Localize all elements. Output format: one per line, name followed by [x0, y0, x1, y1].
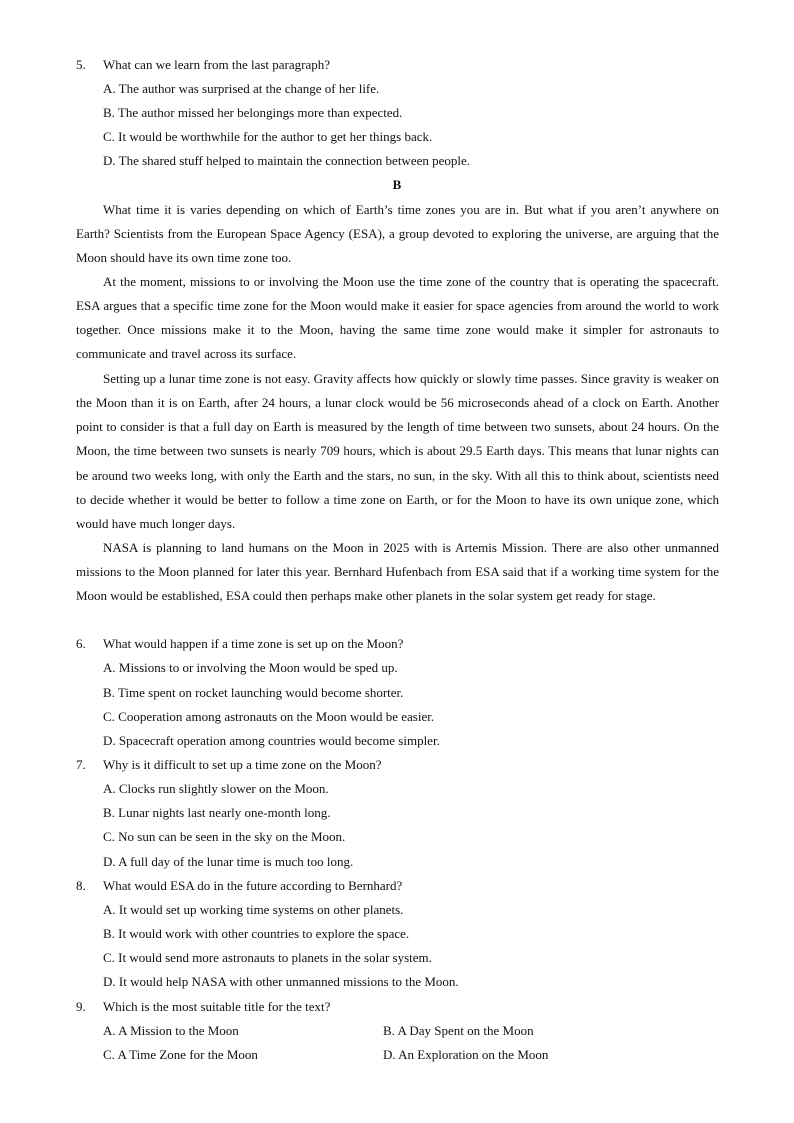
passage-paragraph-1: What time it is varies depending on which of Earth’s time zones you are in. But what if you aren’t anywhere on Earth? Scientists from the European Space Agency (ESA), a group devoted to exploring the universe, are arguing that the Moon should have its own time zone too.	[76, 202, 719, 266]
question-number: 6.	[76, 636, 86, 651]
question-text: What would happen if a time zone is set up on the Moon?	[103, 636, 404, 651]
q6-option-c: C. Cooperation among astronauts on the Moon would be easier.	[103, 709, 435, 724]
question-number: 8.	[76, 878, 86, 893]
q9-option-b: B. A Day Spent on the Moon	[383, 1023, 534, 1038]
question-text: What can we learn from the last paragraph?	[103, 57, 331, 72]
q5-option-c: C. It would be worthwhile for the author to get her things back.	[103, 129, 433, 144]
q8-option-b: B. It would work with other countries to explore the space.	[103, 926, 410, 941]
q5-option-a: A. The author was surprised at the change of her life.	[103, 81, 380, 96]
question-8	[76, 878, 402, 894]
question-text: What would ESA do in the future according to Bernhard?	[103, 878, 403, 893]
question-number: 7.	[76, 757, 86, 772]
passage-paragraph-2: At the moment, missions to or involving the Moon use the time zone of the country that is operating the spacecraft. ESA argues that a specific time zone for the Moon would make it easier for space agencies from around the world to work together. Once missions make it to the Moon, having the same time zone would make it simpler for astronauts to communicate and travel across its surface.	[76, 274, 719, 362]
passage-paragraph-3: Setting up a lunar time zone is not easy. Gravity affects how quickly or slowly time passes. Since gravity is weaker on the Moon than it is on Earth, after 24 hours, a lunar clock would be 56 microseconds ahead of a clock on Earth. Another point to consider is that a full day on Earth is measured by the length of time between two sunsets, about 24 hours. On the Moon, the time between two sunsets is nearly 709 hours, which is about 29.5 Earth days. This means that lunar nights can be around two weeks long, with only the Earth and the stars, no sun, in the sky. With all this to think about, scientists need to decide whether it would be better to follow a time zone on Earth, or for the Moon to have its own unique zone, which would have much longer days.	[76, 371, 719, 531]
question-number: 9.	[76, 999, 86, 1014]
question-6	[76, 636, 403, 652]
q6-option-b: B. Time spent on rocket launching would become shorter.	[103, 685, 404, 700]
question-text: Why is it difficult to set up a time zone on the Moon?	[103, 757, 382, 772]
section-heading: B	[392, 177, 402, 192]
q7-option-c: C. No sun can be seen in the sky on the Moon.	[103, 829, 346, 844]
q8-option-c: C. It would send more astronauts to planets in the solar system.	[103, 950, 432, 965]
q6-option-d: D. Spacecraft operation among countries would become simpler.	[103, 733, 440, 748]
q9-option-a: A. A Mission to the Moon	[103, 1023, 239, 1038]
q5-option-d: D. The shared stuff helped to maintain the connection between people.	[103, 153, 471, 168]
q8-option-d: D. It would help NASA with other unmanned missions to the Moon.	[103, 974, 459, 989]
question-number: 5.	[76, 57, 86, 72]
question-text: Which is the most suitable title for the text?	[103, 999, 331, 1014]
q6-option-a: A. Missions to or involving the Moon would be sped up.	[103, 660, 398, 675]
q9-option-c: C. A Time Zone for the Moon	[103, 1047, 258, 1062]
question-7	[76, 757, 381, 773]
question-9	[76, 999, 330, 1015]
q5-option-b: B. The author missed her belongings more than expected.	[103, 105, 403, 120]
q8-option-a: A. It would set up working time systems on other planets.	[103, 902, 404, 917]
question-5	[76, 57, 330, 73]
q7-option-d: D. A full day of the lunar time is much too long.	[103, 854, 354, 869]
passage-paragraph-4: NASA is planning to land humans on the Moon in 2025 with is Artemis Mission. There are also other unmanned missions to the Moon planned for later this year. Bernhard Hufenbach from ESA said that if a working time system for the Moon would be established, ESA could then perhaps make other planets in the solar system get ready for stage.	[76, 540, 719, 604]
q7-option-b: B. Lunar nights last nearly one-month long.	[103, 805, 331, 820]
q9-option-d: D. An Exploration on the Moon	[383, 1047, 549, 1062]
q7-option-a: A. Clocks run slightly slower on the Moon.	[103, 781, 329, 796]
